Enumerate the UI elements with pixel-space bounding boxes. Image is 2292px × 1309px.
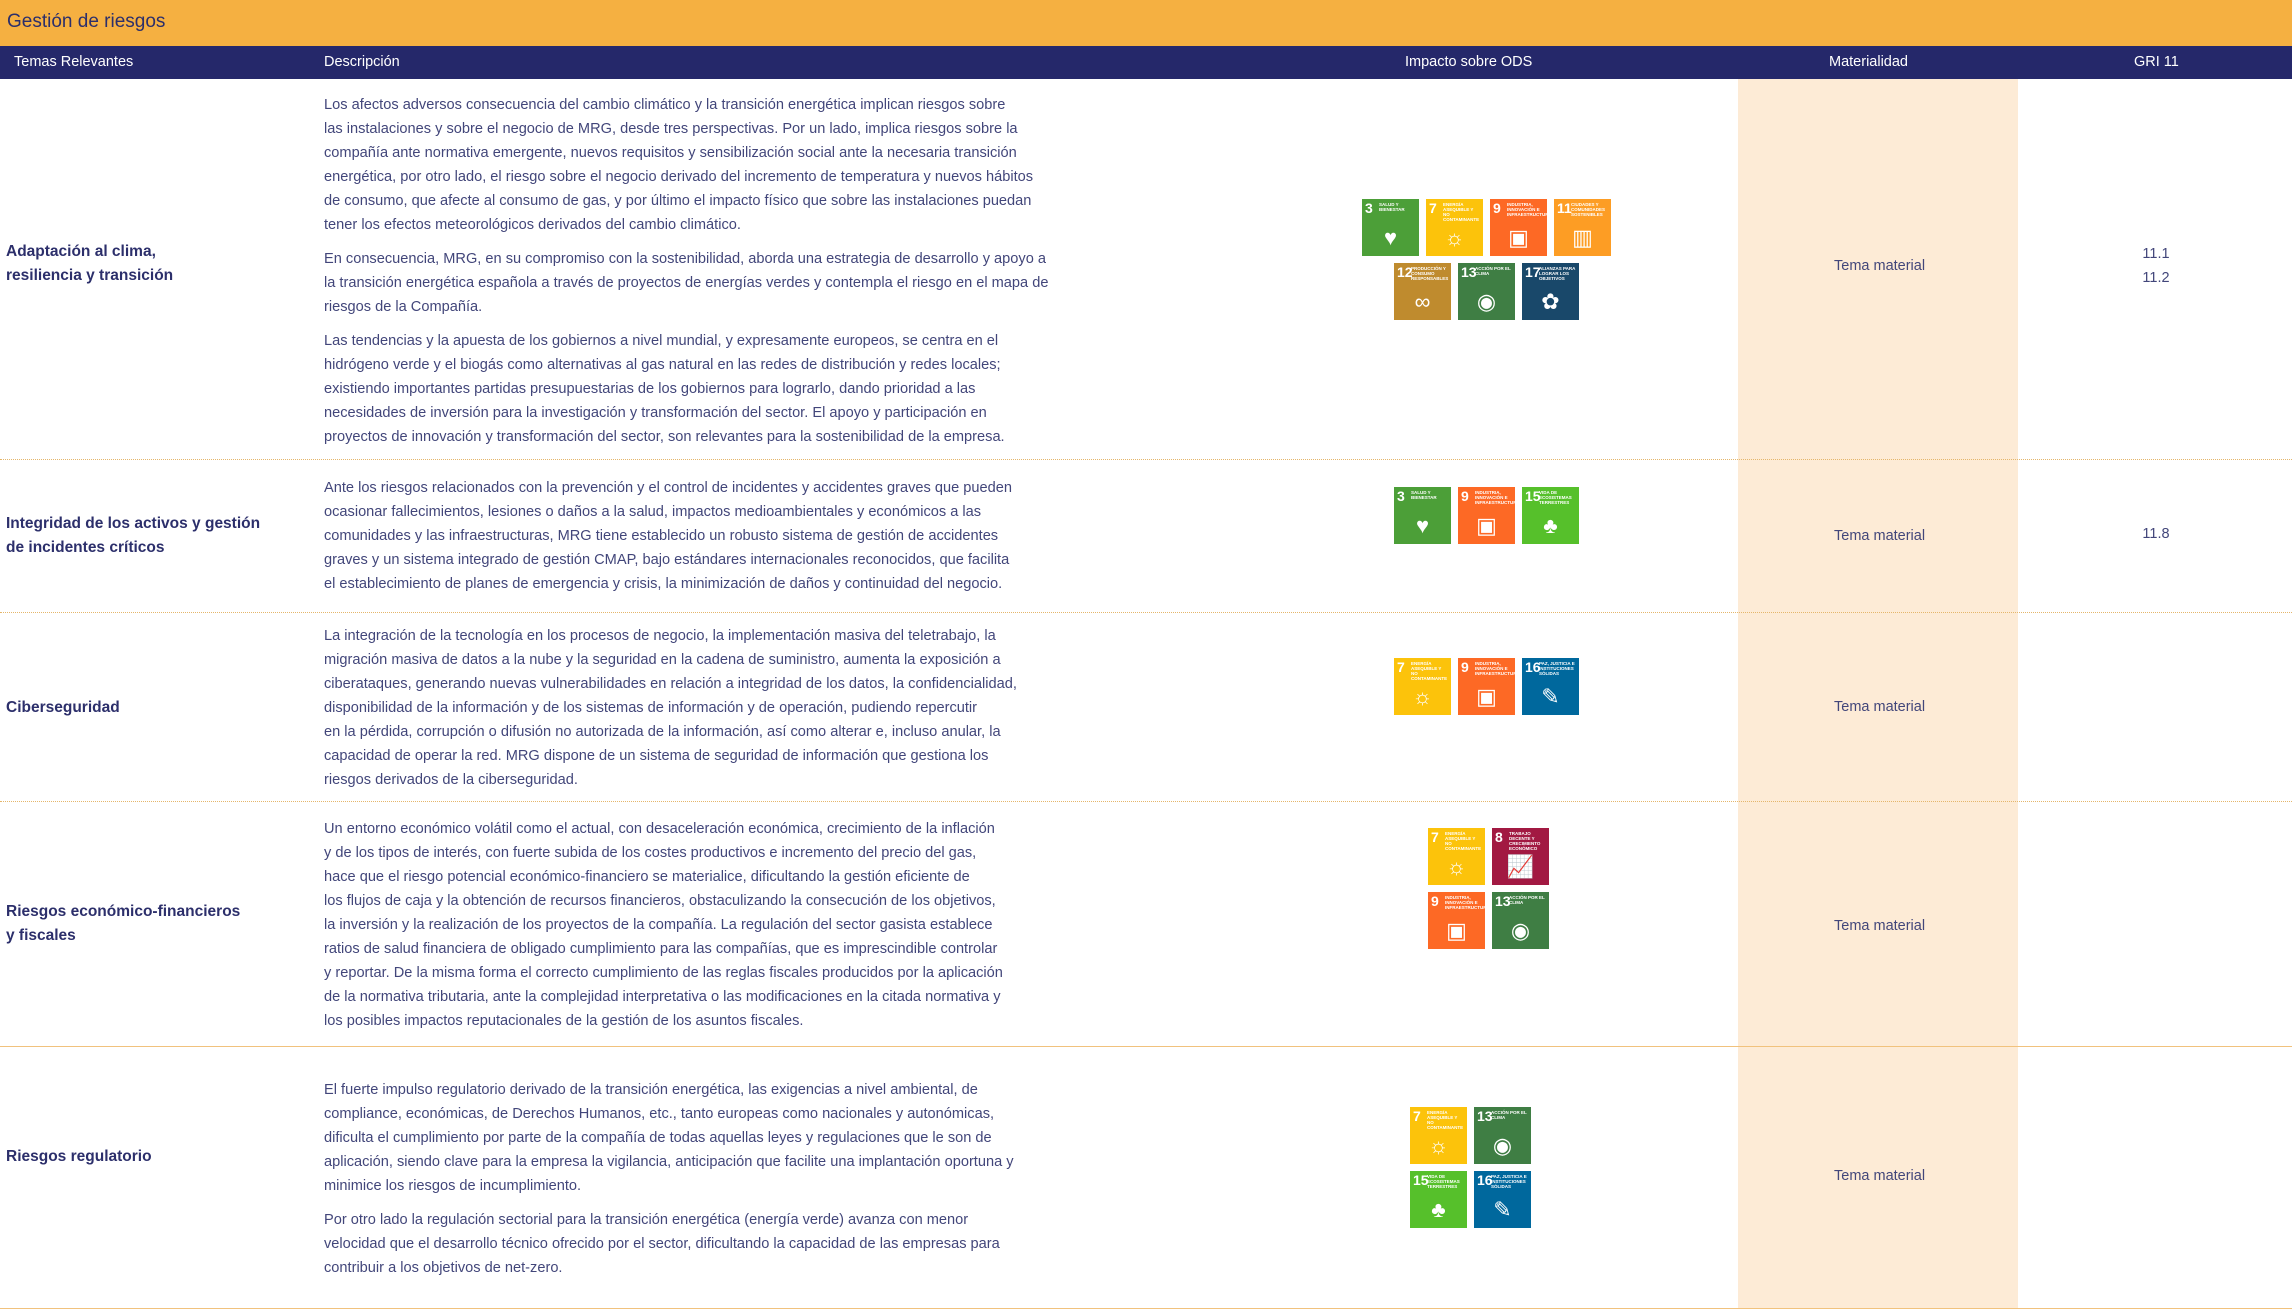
- sdg-16-tile: [1522, 658, 1579, 715]
- sdg-label: CIUDADES Y COMUNIDADES SOSTENIBLES: [1571, 202, 1606, 217]
- description-paragraph: [324, 624, 1080, 792]
- description-paragraph: [324, 476, 1080, 596]
- description-line: Por otro lado la regulación sectorial para la transición energética (energía verde) avanza con menor: [324, 1212, 969, 1228]
- description-line: minimice los riesgos de incumplimiento.: [324, 1178, 582, 1194]
- gri-code: 11.8: [2142, 526, 2170, 542]
- sdg-number: 13: [1461, 264, 1477, 280]
- description-line: Un entorno económico volátil como el actual, con desaceleración económica, crecimiento de la inflación: [324, 821, 995, 837]
- sdg-13-tile: [1492, 892, 1549, 949]
- description-line: En consecuencia, MRG, en su compromiso con la sostenibilidad, aborda una estrategia de desarrollo y apoyo a: [324, 251, 1046, 267]
- topic-line: Adaptación al clima,: [6, 243, 156, 260]
- description-line: tener los efectos meteorológicos derivados del cambio climático.: [324, 217, 741, 233]
- sdg-number: 8: [1495, 829, 1503, 845]
- table-row: [0, 460, 2292, 613]
- description-paragraph: [324, 93, 1080, 237]
- sdg-7-tile: [1426, 199, 1483, 256]
- sdg-number: 16: [1525, 659, 1541, 675]
- sdg-number: 3: [1397, 488, 1405, 504]
- header-gri: GRI 11: [2134, 54, 2179, 70]
- table-row: [0, 79, 2292, 460]
- sdg-number: 15: [1413, 1172, 1429, 1188]
- description-line: la inversión y la realización de los proyectos de la compañía. La regulación del sector gasista establece: [324, 917, 993, 933]
- description-paragraph: [324, 1078, 1080, 1198]
- topic-line: y fiscales: [6, 927, 76, 944]
- sdg-label: ENERGÍA ASEQUIBLE Y NO CONTAMINANTE: [1443, 202, 1480, 222]
- sdg-label: ENERGÍA ASEQUIBLE Y NO CONTAMINANTE: [1411, 661, 1448, 681]
- description: [324, 1078, 1080, 1290]
- tree-icon: ♣: [1431, 1197, 1446, 1222]
- eye-globe-icon: ◉: [1510, 918, 1531, 943]
- heartbeat-icon: ♥: [1415, 513, 1430, 538]
- description-line: la transición energética española a través de proyectos de energías verdes y contempla el riesgo en el mapa de: [324, 275, 1049, 291]
- eye-globe-icon: ◉: [1492, 1133, 1513, 1158]
- description: [324, 624, 1080, 802]
- description-line: riesgos derivados de la ciberseguridad.: [324, 772, 578, 788]
- sdg-number: 17: [1525, 264, 1541, 280]
- sdg-number: 9: [1461, 488, 1469, 504]
- sun-icon: ☼: [1444, 225, 1465, 250]
- sdg-label: TRABAJO DECENTE Y CRECIMIENTO ECONÓMICO: [1509, 831, 1541, 851]
- sdg-number: 7: [1429, 200, 1437, 216]
- description-line: energética, por otro lado, el riesgo sobre el negocio derivado del incremento de temperatura y nuevos hábitos: [324, 169, 1034, 185]
- sdg-label: SALUD Y BIENESTAR: [1411, 490, 1437, 500]
- description-line: migración masiva de datos a la nube y la seguridad en la cadena de suministro, aumenta la exposición a: [324, 652, 1001, 668]
- sun-icon: ☼: [1446, 854, 1467, 879]
- description-line: hace que el riesgo potencial económico-financiero se materialice, dificultando la gestión eficiente de: [324, 869, 970, 885]
- sdg-number: 12: [1397, 264, 1413, 280]
- description-paragraph: [324, 329, 1080, 449]
- sdg-9-tile: [1458, 487, 1520, 544]
- description: [324, 93, 1080, 459]
- heartbeat-icon: ♥: [1383, 225, 1398, 250]
- sdg-label: ACCIÓN POR EL CLIMA: [1509, 895, 1545, 905]
- cubes-icon: ▣: [1446, 918, 1467, 943]
- topic-label: [6, 1145, 152, 1169]
- gri-code: 11.1: [2142, 246, 2170, 262]
- sdg-label: ACCIÓN POR EL CLIMA: [1475, 266, 1511, 276]
- sdg-label: SALUD Y BIENESTAR: [1379, 202, 1405, 212]
- gri-values: [2136, 242, 2176, 290]
- description-line: La integración de la tecnología en los procesos de negocio, la implementación masiva del teletrabajo, la: [324, 628, 996, 644]
- description-line: Ante los riesgos relacionados con la prevención y el control de incidentes y accidentes graves que pueden: [324, 480, 1012, 496]
- sdg-7-tile: [1394, 658, 1451, 715]
- description-line: compliance, económicas, de Derechos Humanos, etc., tanto europeas como nacionales y autonómicas,: [324, 1106, 995, 1122]
- description-line: ratios de salud financiera de obligado cumplimiento para las compañías, que es imprescindible controlar: [324, 941, 998, 957]
- description-line: y reportar. De la misma forma el correcto cumplimiento de las reglas fiscales producidos por la aplicación: [324, 965, 1003, 981]
- dove-icon: ✎: [1541, 684, 1560, 709]
- description-line: Las tendencias y la apuesta de los gobiernos a nivel mundial, y expresamente europeos, se centra en el: [324, 333, 999, 349]
- description-line: riesgos de la Compañía.: [324, 299, 483, 315]
- header-temas: Temas Relevantes: [14, 54, 134, 70]
- description-line: disponibilidad de la información y de los sistemas de información y de operación, pudiendo repercutir: [324, 700, 978, 716]
- topic-line: Ciberseguridad: [6, 699, 120, 716]
- description-line: ciberataques, generando nuevas vulnerabilidades en relación a integridad de los datos, la confidencialidad,: [324, 676, 1017, 692]
- description-line: hidrógeno verde y el biogás como alternativas al gas natural en las redes de distribución y redes locales;: [324, 357, 1001, 373]
- sdg-label: INDUSTRIA, INNOVACIÓN E INFRAESTRUCTURA: [1445, 895, 1490, 910]
- section-title-bar: [0, 0, 2292, 46]
- description-line: los flujos de caja y la obtención de recursos financieros, obstaculizando la consecución de los objetivos,: [324, 893, 996, 909]
- description-line: El fuerte impulso regulatorio derivado de la transición energética, las exigencias a nivel ambiental, de: [324, 1082, 978, 1098]
- sdg-number: 3: [1365, 200, 1373, 216]
- sdg-number: 7: [1397, 659, 1405, 675]
- cubes-icon: ▣: [1476, 513, 1497, 538]
- topic-label: [6, 240, 173, 288]
- sdg-number: 9: [1431, 893, 1439, 909]
- sdg-label: VIDA DE ECOSISTEMAS TERRESTRES: [1427, 1174, 1460, 1189]
- sdg-12-tile: [1394, 263, 1451, 320]
- sdg-label: PRODUCCIÓN Y CONSUMO RESPONSABLES: [1411, 266, 1449, 281]
- description-line: necesidades de inversión para la investigación y transformación del sector. El apoyo y participación en: [324, 405, 987, 421]
- table-row: [0, 613, 2292, 802]
- sun-icon: ☼: [1412, 684, 1433, 709]
- description-line: el establecimiento de planes de emergencia y crisis, la minimización de daños y continuidad del negocio.: [324, 576, 1003, 592]
- table-row: [0, 1047, 2292, 1309]
- materialidad-value: Tema material: [1834, 1168, 1926, 1184]
- sdg-label: PAZ, JUSTICIA E INSTITUCIONES SÓLIDAS: [1539, 661, 1575, 676]
- materialidad-value: Tema material: [1834, 699, 1926, 715]
- cubes-icon: ▣: [1508, 225, 1529, 250]
- header-descripcion: Descripción: [324, 54, 400, 70]
- description-line: los posibles impactos reputacionales de la gestión de los asuntos fiscales.: [324, 1013, 804, 1029]
- sdg-17-tile: [1522, 263, 1579, 320]
- description-line: velocidad que el desarrollo técnico ofrecido por el sector, dificultando la capacidad de las empresas para: [324, 1236, 1000, 1252]
- description-line: ocasionar fallecimientos, lesiones o daños a la salud, impactos medioambientales y económicos a las: [324, 504, 982, 520]
- description-line: y de los tipos de interés, con fuerte subida de los costes productivos e incremento del precio del gas,: [324, 845, 977, 861]
- description-line: compañía ante normativa emergente, nuevos requisitos y sensibilización social ante la necesaria transición: [324, 145, 1017, 161]
- sdg-3-tile: [1394, 487, 1451, 544]
- sdg-11-tile: [1554, 199, 1611, 256]
- eye-globe-icon: ◉: [1476, 289, 1497, 314]
- description-line: de consumo, que afecte al consumo de gas, y por último el impacto físico que sobre las instalaciones puedan: [324, 193, 1032, 209]
- tree-icon: ♣: [1543, 513, 1558, 538]
- sdg-9-tile: [1458, 658, 1520, 715]
- sun-icon: ☼: [1428, 1133, 1449, 1158]
- description-line: Los afectos adversos consecuencia del cambio climático y la transición energética implican riesgos sobre: [324, 97, 1006, 113]
- dove-icon: ✎: [1493, 1197, 1512, 1222]
- sdg-number: 9: [1461, 659, 1469, 675]
- sdg-label: VIDA DE ECOSISTEMAS TERRESTRES: [1539, 490, 1572, 505]
- materialidad-value: Tema material: [1834, 918, 1926, 934]
- topic-line: Riesgos económico-financieros: [6, 903, 241, 920]
- sdg-label: INDUSTRIA, INNOVACIÓN E INFRAESTRUCTURA: [1475, 490, 1520, 505]
- description-line: aplicación, siendo clave para la empresa la vigilancia, anticipación que facilite una implantación oportuna y: [324, 1154, 1014, 1170]
- description-line: de la normativa tributaria, ante la complejidad interpretativa o las modificaciones en la citada normativa y: [324, 989, 1001, 1005]
- topic-label: [6, 512, 260, 560]
- sdg-label: ENERGÍA ASEQUIBLE Y NO CONTAMINANTE: [1445, 831, 1482, 851]
- topic-line: Riesgos regulatorio: [6, 1148, 152, 1165]
- growth-chart-icon: 📈: [1506, 854, 1535, 879]
- sdg-number: 15: [1525, 488, 1541, 504]
- sdg-9-tile: [1490, 199, 1552, 256]
- header-impacto: Impacto sobre ODS: [1405, 54, 1533, 70]
- sdg-3-tile: [1362, 199, 1419, 256]
- table-row: [0, 802, 2292, 1047]
- sdg-7-tile: [1410, 1107, 1467, 1164]
- gri-values: [2136, 522, 2176, 546]
- sdg-number: 16: [1477, 1172, 1493, 1188]
- sdg-8-tile: [1492, 828, 1549, 885]
- section-title: Gestión de riesgos: [7, 11, 166, 32]
- sdg-number: 7: [1413, 1108, 1421, 1124]
- materialidad-value: Tema material: [1834, 258, 1926, 274]
- city-icon: ▥: [1572, 225, 1593, 250]
- description-line: existiendo importantes partidas presupuestarias de los gobiernos para lograrlo, dando prioridad a las: [324, 381, 976, 397]
- sdg-16-tile: [1474, 1171, 1531, 1228]
- flower-icon: ✿: [1541, 289, 1560, 314]
- sdg-13-tile: [1474, 1107, 1531, 1164]
- header-materialidad: Materialidad: [1829, 54, 1908, 70]
- materialidad-value: Tema material: [1834, 528, 1926, 544]
- gri-code: 11.2: [2142, 270, 2170, 286]
- sdg-number: 13: [1477, 1108, 1493, 1124]
- sdg-label: ALIANZAS PARA LOGRAR LOS OBJETIVOS: [1539, 266, 1576, 281]
- description-line: capacidad de operar la red. MRG dispone de un sistema de seguridad de información que gestiona los: [324, 748, 989, 764]
- description-paragraph: [324, 247, 1080, 319]
- topic-line: Integridad de los activos y gestión: [6, 515, 261, 532]
- topic-label: [6, 696, 120, 720]
- description-line: contribuir a los objetivos de net-zero.: [324, 1260, 563, 1276]
- description-paragraph: [324, 817, 1080, 1033]
- sdg-label: INDUSTRIA, INNOVACIÓN E INFRAESTRUCTURA: [1475, 661, 1520, 676]
- sdg-label: PAZ, JUSTICIA E INSTITUCIONES SÓLIDAS: [1491, 1174, 1527, 1189]
- sdg-number: 7: [1431, 829, 1439, 845]
- sdg-number: 13: [1495, 893, 1511, 909]
- infinity-icon: ∞: [1414, 289, 1431, 314]
- sdg-label: ACCIÓN POR EL CLIMA: [1491, 1110, 1527, 1120]
- description: [324, 817, 1080, 1043]
- sdg-label: INDUSTRIA, INNOVACIÓN E INFRAESTRUCTURA: [1507, 202, 1552, 217]
- description-line: comunidades y las infraestructuras, MRG tiene establecido un robusto sistema de gestión de accidentes: [324, 528, 999, 544]
- sdg-number: 9: [1493, 200, 1501, 216]
- sdg-15-tile: [1410, 1171, 1467, 1228]
- table-header: [0, 46, 2292, 79]
- topic-line: resiliencia y transición: [6, 267, 174, 284]
- sdg-9-tile: [1428, 892, 1490, 949]
- description-paragraph: [324, 1208, 1080, 1280]
- cubes-icon: ▣: [1476, 684, 1497, 709]
- description-line: las instalaciones y sobre el negocio de MRG, desde tres perspectivas. Por un lado, implica riesgos sobre la: [324, 121, 1018, 137]
- sdg-label: ENERGÍA ASEQUIBLE Y NO CONTAMINANTE: [1427, 1110, 1464, 1130]
- description-line: dificulta el cumplimiento por parte de la compañía de todas aquellas leyes y regulaciones que le son de: [324, 1130, 992, 1146]
- topic-line: de incidentes críticos: [6, 539, 165, 556]
- description: [324, 476, 1080, 606]
- description-line: en la pérdida, corrupción o difusión no autorizada de la información, así como alterar e, incluso anular, la: [324, 724, 1001, 740]
- sdg-number: 11: [1557, 200, 1572, 216]
- description-line: graves y un sistema integrado de gestión CMAP, bajo estándares internacionales reconocidos, que facilita: [324, 552, 1010, 568]
- description-line: proyectos de innovación y transformación del sector, son relevantes para la sostenibilidad de la empresa.: [324, 429, 1005, 445]
- topic-label: [6, 900, 240, 948]
- sdg-13-tile: [1458, 263, 1515, 320]
- sdg-7-tile: [1428, 828, 1485, 885]
- sdg-15-tile: [1522, 487, 1579, 544]
